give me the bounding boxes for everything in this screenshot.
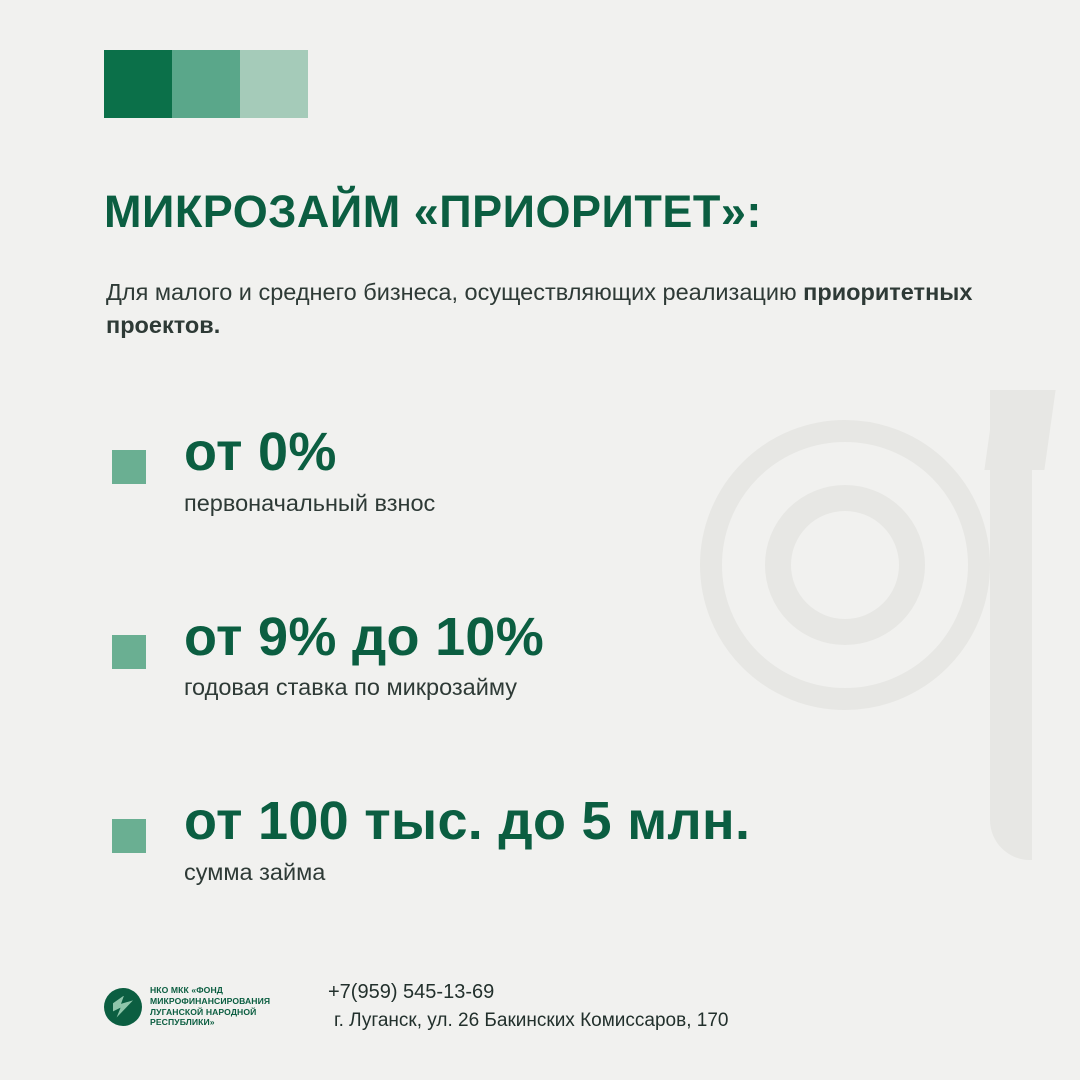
phone-number[interactable]: +7(959) 545-13-69 [328,981,495,1003]
brand-swatches [104,50,308,118]
brand-swatch-dark [104,50,172,118]
fact-value: от 100 тыс. до 5 млн. [184,791,751,852]
brand-swatch-light [240,50,308,118]
contact-block [328,981,728,1032]
list-item [104,793,984,886]
brand-swatch-mid [172,50,240,118]
fact-label: сумма займа [184,859,326,886]
square-bullet-icon [112,450,146,484]
organization-logo [104,985,304,1028]
square-bullet-icon [112,635,146,669]
subtitle-emphasis: приоритетных проектов. [106,279,973,339]
organization-name: НКО МКК «ФОНД МИКРОФИНАНСИРОВАНИЯ ЛУГАНСКОЙ НАРОДНОЙ РЕСПУБЛИКИ» [150,985,271,1028]
facts-list [104,424,984,886]
watermark-bar-tip-shape [984,390,1055,470]
page-title: МИКРОЗАЙМ «ПРИОРИТЕТ»: [104,186,762,237]
watermark-bar-shape [990,390,1032,860]
square-bullet-icon [112,819,146,853]
fact-label: первоначальный взнос [184,489,436,516]
fact-value: от 9% до 10% [184,606,545,667]
list-item [104,424,984,517]
footer [104,981,728,1032]
fact-value: от 0% [184,422,337,482]
leaf-emblem-icon [104,988,142,1026]
list-item [104,606,984,702]
address: г. Луганск, ул. 26 Бакинских Комиссаров, 170 [334,1010,729,1031]
subtitle-text: Для малого и среднего бизнеса, осуществляющих реализацию [106,279,804,305]
fact-label: годовая ставка по микрозайму [184,674,518,701]
page-subtitle [106,276,986,343]
